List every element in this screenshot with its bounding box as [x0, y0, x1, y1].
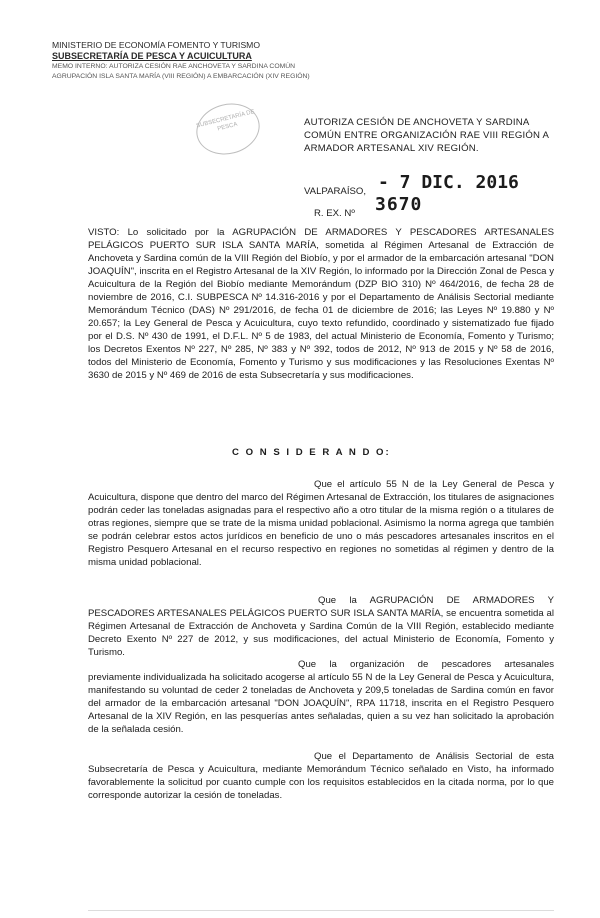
considerando-paragraph-2: Que la AGRUPACIÓN DE ARMADORES Y PESCADORES ARTESANALES PELÁGICOS PUERTO SUR ISLA SANTA MARÍA, se encuentra sometida al Régimen Artesanal de Extracción de Anchoveta y Sardina Común de la VIII Región, establecido mediante Decreto Exento Nº 227 de 2012, y sus modificaciones, del actual Ministerio de Economía, Fomento y Turismo. — [88, 595, 554, 658]
date-stamp: - 7 DIC. 2016 — [378, 172, 519, 193]
visto-paragraph: VISTO: Lo solicitado por la AGRUPACIÓN DE ARMADORES Y PESCADORES ARTESANALES PELÁGICOS PUERTO SUR ISLA SANTA MARÍA, sometida al Régimen Artesanal de Extracción de Anchoveta y Sardina común de la VIII Región del Biobío, y por el armador de la embarcación artesanal "DON JOAQUÍN", inscrita en el Registro Artesanal de la XIV Región, lo informado por la Dirección Zonal de Pesca y Acuicultura de la Región del Biobío mediante Memorándum (DZP BIO 310) Nº 464/2016, de fecha 28 de noviembre de 2016, C.I. SUBPESCA Nº 14.316-2016 y por el Departamento de Análisis Sectorial mediante Memorándum Técnico (DAS) Nº 291/2016, de fecha 01 de diciembre de 2016; las Leyes Nº 19.880 y Nº 20.657; la Ley General de Pesca y Acuicultura, cuyo texto refundido, coordinado y sistematizado fue fijado por el D.S. Nº 430 de 1991, el D.F.L. Nº 5 de 1983, del actual Ministerio de Economía, Fomento y Turismo; los Decretos Exentos Nº 227, Nº 285, Nº 383 y Nº 392, todos de 2012, Nº 913 de 2015 y Nº 58 de 2016, todos del Ministerio de Economía, Fomento y Turismo y sus modificaciones y las Resoluciones Exentas Nº 3630 de 2015 y Nº 469 de 2016 de esta Subsecretaría y sus modificaciones. — [88, 227, 554, 381]
considerando-heading: C O N S I D E R A N D O: — [232, 447, 391, 458]
office-stamp — [191, 97, 265, 161]
page-bottom-divider — [88, 910, 554, 911]
reference-line-1: MEMO INTERNO: AUTORIZA CESIÓN RAE ANCHOVETA Y SARDINA COMÚN — [52, 63, 296, 70]
resolution-subject: AUTORIZA CESIÓN DE ANCHOVETA Y SARDINA COMÚN ENTRE ORGANIZACIÓN RAE VIII REGIÓN A ARMADOR ARTESANAL XIV REGIÓN. — [304, 117, 549, 154]
subsecretaria-name: SUBSECRETARÍA DE PESCA Y ACUICULTURA — [52, 51, 252, 61]
considerando-paragraph-4: Que el Departamento de Análisis Sectorial de esta Subsecretaría de Pesca y Acuicultura, mediante Memorándum Técnico señalado en Visto, ha informado favorablemente la solicitud por cuanto cumple con los requisitos establecidos en la citada norma, por lo que corresponde autorizar la cesión de toneladas. — [88, 751, 554, 801]
ministry-name: MINISTERIO DE ECONOMÍA FOMENTO Y TURISMO — [52, 40, 261, 50]
letterhead — [52, 40, 312, 82]
considerando-paragraph-3: Que la organización de pescadores artesanales previamente individualizada ha solicitado acogerse al artículo 55 N de la Ley General de Pesca y Acuicultura, manifestando su voluntad de ceder 2 toneladas de Anchoveta y 209,5 toneladas de Sardina común en favor del armador de la embarcación artesanal "DON JOAQUÍN", RPA 11718, inscrita en el Registro Pesquero Artesanal de la XIV Región, en las pesquerías antes señaladas, quien a su vez han solicitado la aprobación de la señalada cesión. — [88, 659, 554, 735]
stamp-text: SUBSECRETARÍA DE PESCA — [195, 109, 256, 133]
place-label: VALPARAÍSO, — [304, 186, 367, 197]
resolution-label: R. EX. Nº — [314, 208, 355, 219]
reference-line-2: AGRUPACIÓN ISLA SANTA MARÍA (VIII REGIÓN) A EMBARCACIÓN (XIV REGIÓN) — [52, 73, 310, 80]
resolution-number: 3670 — [375, 194, 423, 215]
considerando-paragraph-1: Que el artículo 55 N de la Ley General de Pesca y Acuicultura, dispone que dentro del marco del Régimen Artesanal de Extracción, los titulares de asignaciones podrán ceder las toneladas asignadas para el respectivo año a otro titular de la misma región o a titulares de otras regiones, siempre que se trate de la misma unidad poblacional. Asimismo la norma agrega que también se podrán celebrar estos actos jurídicos en beneficio de uno o más pescadores artesanales inscritos en el Registro Pesquero Artesanal en el recurso respectivo en regiones no sometidas al régimen y dentro de la misma unidad poblacional. — [88, 479, 554, 568]
